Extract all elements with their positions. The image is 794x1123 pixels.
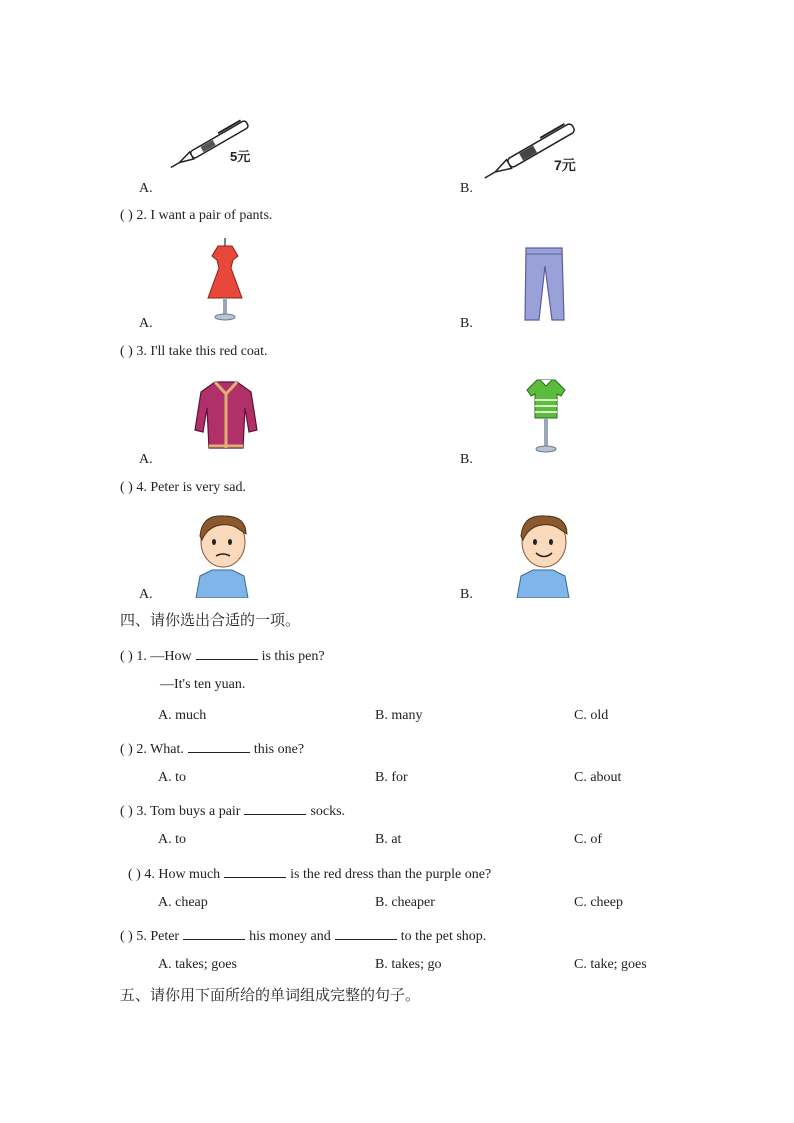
sweater-icon bbox=[525, 376, 567, 454]
question-text: is the red dress than the purple one? bbox=[290, 867, 492, 882]
question-text: 1. —How bbox=[136, 649, 192, 664]
option-a[interactable]: A. to bbox=[158, 832, 186, 847]
option-c[interactable]: C. about bbox=[574, 770, 622, 785]
question-stem bbox=[120, 481, 246, 495]
option-b-label: B. bbox=[460, 181, 473, 196]
option-a[interactable]: A. takes; goes bbox=[158, 957, 237, 972]
option-a[interactable]: A. much bbox=[158, 708, 207, 723]
option-a[interactable]: A. cheap bbox=[158, 895, 208, 910]
option-c[interactable]: C. of bbox=[574, 832, 602, 847]
question-stem bbox=[120, 802, 345, 819]
question-text: 2. I want a pair of pants. bbox=[136, 208, 273, 223]
option-b-label: B. bbox=[460, 452, 473, 467]
reply-text: —It's ten yuan. bbox=[160, 677, 246, 692]
question-stem bbox=[120, 647, 325, 664]
answer-paren[interactable]: ( ) bbox=[120, 480, 133, 495]
question-text: 4. Peter is very sad. bbox=[136, 480, 246, 495]
answer-blank[interactable] bbox=[188, 740, 250, 753]
option-b[interactable]: B. for bbox=[375, 770, 408, 785]
section-heading: 五、请你用下面所给的单词组成完整的句子。 bbox=[120, 986, 421, 1004]
option-c[interactable]: C. take; goes bbox=[574, 957, 647, 972]
sad-boy-icon bbox=[190, 510, 254, 598]
answer-paren[interactable]: ( ) bbox=[120, 929, 133, 944]
answer-blank[interactable] bbox=[224, 865, 286, 878]
question-stem bbox=[120, 345, 268, 359]
coat-icon bbox=[193, 378, 259, 452]
option-c[interactable]: C. cheep bbox=[574, 895, 623, 910]
dress-icon bbox=[204, 238, 246, 322]
answer-paren[interactable]: ( ) bbox=[120, 344, 133, 359]
question-stem bbox=[120, 927, 486, 944]
answer-paren[interactable]: ( ) bbox=[128, 867, 141, 882]
option-b[interactable]: B. at bbox=[375, 832, 402, 847]
option-b[interactable]: B. cheaper bbox=[375, 895, 435, 910]
question-text: 2. What. bbox=[136, 742, 184, 757]
question-text: is this pen? bbox=[261, 649, 325, 664]
option-a-label: A. bbox=[139, 452, 153, 467]
option-b[interactable]: B. many bbox=[375, 708, 423, 723]
answer-blank[interactable] bbox=[183, 927, 245, 940]
question-stem bbox=[128, 865, 491, 882]
option-b-label: B. bbox=[460, 587, 473, 602]
question-stem bbox=[120, 740, 304, 757]
answer-paren[interactable]: ( ) bbox=[120, 742, 133, 757]
question-text: 3. I'll take this red coat. bbox=[136, 344, 268, 359]
option-a-label: A. bbox=[139, 587, 153, 602]
answer-paren[interactable]: ( ) bbox=[120, 208, 133, 223]
question-text: to the pet shop. bbox=[400, 929, 487, 944]
question-text: 4. How much bbox=[144, 867, 221, 882]
happy-boy-icon bbox=[511, 510, 575, 598]
answer-blank[interactable] bbox=[335, 927, 397, 940]
question-stem bbox=[120, 209, 272, 223]
option-a-label: A. bbox=[139, 181, 153, 196]
section-heading: 四、请你选出合适的一项。 bbox=[120, 611, 301, 629]
price-label-a: 5元 bbox=[230, 149, 251, 164]
question-text: 5. Peter bbox=[136, 929, 180, 944]
question-text: his money and bbox=[249, 929, 331, 944]
option-b[interactable]: B. takes; go bbox=[375, 957, 442, 972]
pants-icon bbox=[522, 246, 568, 322]
answer-blank[interactable] bbox=[244, 802, 306, 815]
answer-paren[interactable]: ( ) bbox=[120, 649, 133, 664]
question-text: socks. bbox=[310, 804, 346, 819]
answer-paren[interactable]: ( ) bbox=[120, 804, 133, 819]
option-c[interactable]: C. old bbox=[574, 708, 609, 723]
option-a[interactable]: A. to bbox=[158, 770, 186, 785]
question-text: this one? bbox=[253, 742, 305, 757]
option-b-label: B. bbox=[460, 316, 473, 331]
price-label-b: 7元 bbox=[554, 157, 576, 173]
answer-blank[interactable] bbox=[196, 647, 258, 660]
question-text: 3. Tom buys a pair bbox=[136, 804, 241, 819]
option-a-label: A. bbox=[139, 316, 153, 331]
